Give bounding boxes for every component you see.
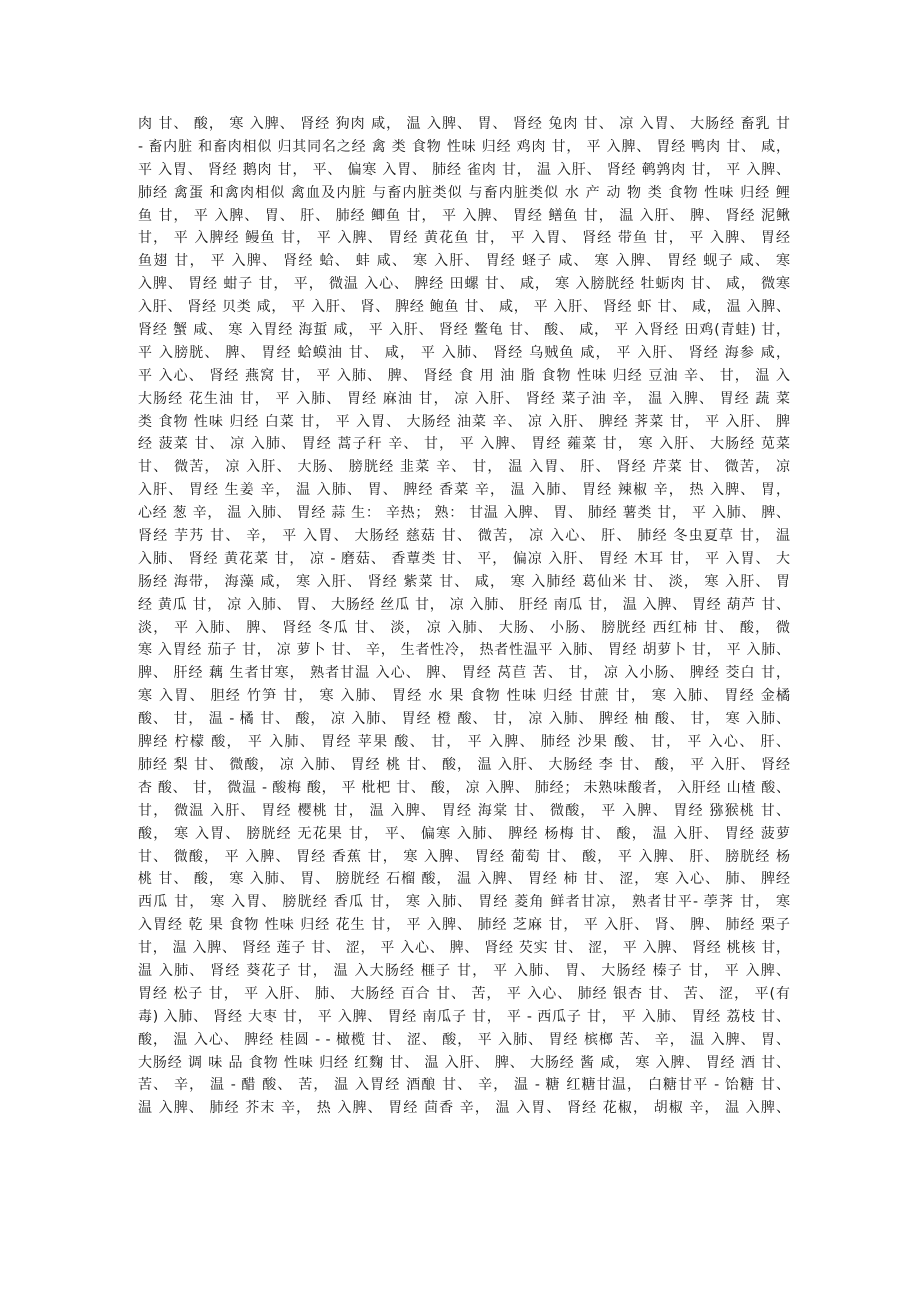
text-line: 淡， 平 入肺、 脾、 肾经 冬瓜 甘、 淡， 凉 入肺、 大肠、 小肠、 膀胱经 西红柿 甘、 酸， 微 <box>138 619 790 636</box>
text-line: 大肠经 调 味 品 食物 性味 归经 红麴 甘、 温 入肝、 脾、 大肠经 酱 咸， 寒 入脾、 胃经 酒 甘、 <box>138 1054 790 1071</box>
text-line: 入肺、 肾经 黄花菜 甘， 凉 - 磨菇、 香蕈类 甘、 平， 偏凉 入肝、 胃经 木耳 甘， 平 入胃、 大 <box>138 550 790 567</box>
text-line: 鱼 甘， 平 入脾、 胃、 肝、 肺经 鲫鱼 甘， 平 入脾、 胃经 鳝鱼 甘， 温 入肝、 脾、 肾经 泥鳅 <box>138 207 790 224</box>
text-line: 肺经 禽蛋 和禽肉相似 禽血及内脏 与畜内脏类似 与畜内脏类似 水 产 动 物 类 食物 性味 归经 鲤 <box>138 184 790 201</box>
text-line: 酸， 寒 入胃、 膀胱经 无花果 甘， 平、 偏寒 入肺、 脾经 杨梅 甘、 酸， 温 入肝、 胃经 菠萝 <box>138 825 790 842</box>
text-line: 经 菠菜 甘、 凉 入肺、 胃经 蒿子秆 辛、 甘， 平 入脾、 胃经 蕹菜 甘， 寒 入肝、 大肠经 苋菜 <box>138 436 790 453</box>
text-line: - 畜内脏 和畜肉相似 归其同名之经 禽 类 食物 性味 归经 鸡肉 甘， 平 入脾、 胃经 鸭肉 甘、 咸， <box>138 138 790 155</box>
text-line: 肠经 海带， 海藻 咸， 寒 入肝、 肾经 紫菜 甘、 咸， 寒 入肺经 葛仙米 甘、 淡， 寒 入肝、 胃 <box>138 573 790 590</box>
text-line: 甘、 微苦， 凉 入肝、 大肠、 膀胱经 韭菜 辛、 甘， 温 入胃、 肝、 肾经 芹菜 甘、 微苦， 凉 <box>138 459 790 476</box>
text-line: 入肝、 胃经 生姜 辛， 温 入肺、 胃、 脾经 香菜 辛， 温 入肺、 胃经 辣椒 辛， 热 入脾、 胃， <box>138 482 790 499</box>
text-line: 入肝、 肾经 贝类 咸， 平 入肝、 肾、 脾经 鲍鱼 甘、 咸， 平 入肝、 肾经 虾 甘、 咸， 温 入脾、 <box>138 299 790 316</box>
text-line: 经 黄瓜 甘， 凉 入肺、 胃、 大肠经 丝瓜 甘， 凉 入肺、 肝经 南瓜 甘， 温 入脾、 胃经 葫芦 甘、 <box>138 596 790 613</box>
text-line: 甘， 微温 入肝、 胃经 樱桃 甘， 温 入脾、 胃经 海棠 甘、 微酸， 平 入脾、 胃经 猕猴桃 甘、 <box>138 802 790 819</box>
text-line: 平 入心、 肾经 燕窝 甘， 平 入肺、 脾、 肾经 食 用 油 脂 食物 性味 归经 豆油 辛、 甘， 温 入 <box>138 367 790 384</box>
text-line: 桃 甘、 酸， 寒 入肺、 胃、 膀胱经 石榴 酸， 温 入脾、 胃经 柿 甘、 涩， 寒 入心、 肺、 脾经 <box>138 871 790 888</box>
text-line: 甘， 平 入脾经 鳗鱼 甘， 平 入脾、 胃经 黄花鱼 甘， 平 入胃、 肾经 带鱼 甘， 平 入脾、 胃经 <box>138 230 790 247</box>
text-line: 杏 酸、 甘， 微温 - 酸梅 酸， 平 枇杷 甘、 酸， 凉 入脾、 肺经； 未熟味酸者， 入肝经 山楂 酸、 <box>138 779 790 796</box>
text-line: 酸， 温 入心、 脾经 桂圆 - - 橄榄 甘、 涩、 酸， 平 入肺、 胃经 槟榔 苦、 辛， 温 入脾、 胃、 <box>138 1031 790 1048</box>
text-line: 胃经 松子 甘， 平 入肝、 肺、 大肠经 百合 甘、 苦， 平 入心、 肺经 银杏 甘、 苦、 涩， 平(有 <box>138 985 790 1002</box>
text-line: 入胃经 乾 果 食物 性味 归经 花生 甘， 平 入脾、 肺经 芝麻 甘， 平 入肝、 肾、 脾、 肺经 栗子 <box>138 917 790 934</box>
text-line: 类 食物 性味 归经 白菜 甘， 平 入胃、 大肠经 油菜 辛、 凉 入肝、 脾经 荠菜 甘， 平 入肝、 脾 <box>138 413 790 430</box>
text-line: 肺经 梨 甘、 微酸， 凉 入肺、 胃经 桃 甘、 酸， 温 入肝、 大肠经 李 甘、 酸， 平 入肝、 肾经 <box>138 756 790 773</box>
text-line: 脾、 肝经 藕 生者甘寒， 熟者甘温 入心、 脾、 胃经 莴苣 苦、 甘， 凉 入小肠、 脾经 茭白 甘， <box>138 665 790 682</box>
text-line: 平 入膀胱、 脾、 胃经 蛤蟆油 甘、 咸， 平 入肺、 肾经 乌贼鱼 咸， 平 入肝、 肾经 海参 咸， <box>138 344 790 361</box>
text-line: 平 入胃、 肾经 鹅肉 甘， 平、 偏寒 入胃、 肺经 雀肉 甘， 温 入肝、 肾经 鹌鹑肉 甘， 平 入脾、 <box>138 161 790 178</box>
text-line: 寒 入胃经 茄子 甘， 凉 萝卜 甘、 辛， 生者性冷， 热者性温平 入肺、 胃经 胡萝卜 甘， 平 入肺、 <box>138 642 790 659</box>
text-line: 心经 葱 辛， 温 入肺、 胃经 蒜 生： 辛热； 熟： 甘温 入脾、 胃、 肺经 薯类 甘， 平 入肺、 脾、 <box>138 505 790 522</box>
text-line: 肾经 芋艿 甘、 辛， 平 入胃、 大肠经 慈菇 甘、 微苦， 凉 入心、 肝、 肺经 冬虫夏草 甘， 温 <box>138 528 790 545</box>
text-line: 肾经 蟹 咸、 寒 入胃经 海蜇 咸， 平 入肝、 肾经 鳖龟 甘、 酸、 咸， 平 入肾经 田鸡(青蛙) 甘， <box>138 322 790 339</box>
text-line: 苦、 辛， 温 - 醋 酸、 苦， 温 入胃经 酒酿 甘、 辛， 温 - 糖 红糖甘温， 白糖甘平 - 饴糖 甘、 <box>138 1077 790 1094</box>
text-line: 脾经 柠檬 酸， 平 入肺、 胃经 苹果 酸、 甘， 平 入脾、 肺经 沙果 酸、 甘， 平 入心、 肝、 <box>138 734 790 751</box>
text-line: 甘， 温 入脾、 肾经 莲子 甘、 涩， 平 入心、 脾、 肾经 芡实 甘、 涩， 平 入脾、 肾经 桃核 甘， <box>138 940 790 957</box>
text-line: 温 入脾、 肺经 芥末 辛， 热 入脾、 胃经 茴香 辛， 温 入胃、 肾经 花椒， 胡椒 辛， 温 入脾、 <box>138 1100 790 1117</box>
text-line: 肉 甘、 酸， 寒 入脾、 肾经 狗肉 咸， 温 入脾、 胃、 肾经 兔肉 甘、 凉 入胃、 大肠经 畜乳 甘 <box>138 116 790 132</box>
text-line: 西瓜 甘， 寒 入胃、 膀胱经 香瓜 甘， 寒 入肺、 胃经 菱角 鲜者甘凉， 熟者甘平- 荸荠 甘， 寒 <box>138 894 790 911</box>
text-line: 毒) 入肺、 肾经 大枣 甘， 平 入脾、 胃经 南瓜子 甘， 平 - 西瓜子 甘， 平 入肺、 胃经 荔枝 甘、 <box>138 1008 790 1025</box>
text-line: 甘、 微酸， 平 入脾、 胃经 香蕉 甘， 寒 入脾、 胃经 葡萄 甘、 酸， 平 入脾、 肝、 膀胱经 杨 <box>138 848 790 865</box>
text-line: 寒 入胃、 胆经 竹笋 甘， 寒 入肺、 胃经 水 果 食物 性味 归经 甘蔗 甘， 寒 入肺、 胃经 金橘 <box>138 688 790 705</box>
text-line: 温 入肺、 肾经 葵花子 甘， 温 入大肠经 榧子 甘， 平 入肺、 胃、 大肠经 榛子 甘， 平 入脾、 <box>138 962 790 979</box>
body-text <box>138 113 790 1120</box>
text-line: 入脾、 胃经 蚶子 甘， 平， 微温 入心、 脾经 田螺 甘、 咸， 寒 入膀胱经 牡蛎肉 甘、 咸， 微寒 <box>138 276 790 293</box>
text-line: 酸、 甘， 温 - 橘 甘、 酸， 凉 入肺、 胃经 橙 酸、 甘， 凉 入肺、 脾经 柚 酸、 甘， 寒 入肺、 <box>138 711 790 728</box>
text-line: 鱼翅 甘， 平 入脾、 肾经 蛤、 蚌 咸、 寒 入肝、 胃经 蛏子 咸、 寒 入脾、 胃经 蚬子 咸、 寒 <box>138 253 790 270</box>
text-line: 大肠经 花生油 甘， 平 入肺、 胃经 麻油 甘， 凉 入肝、 肾经 菜子油 辛， 温 入脾、 胃经 蔬 菜 <box>138 390 790 407</box>
